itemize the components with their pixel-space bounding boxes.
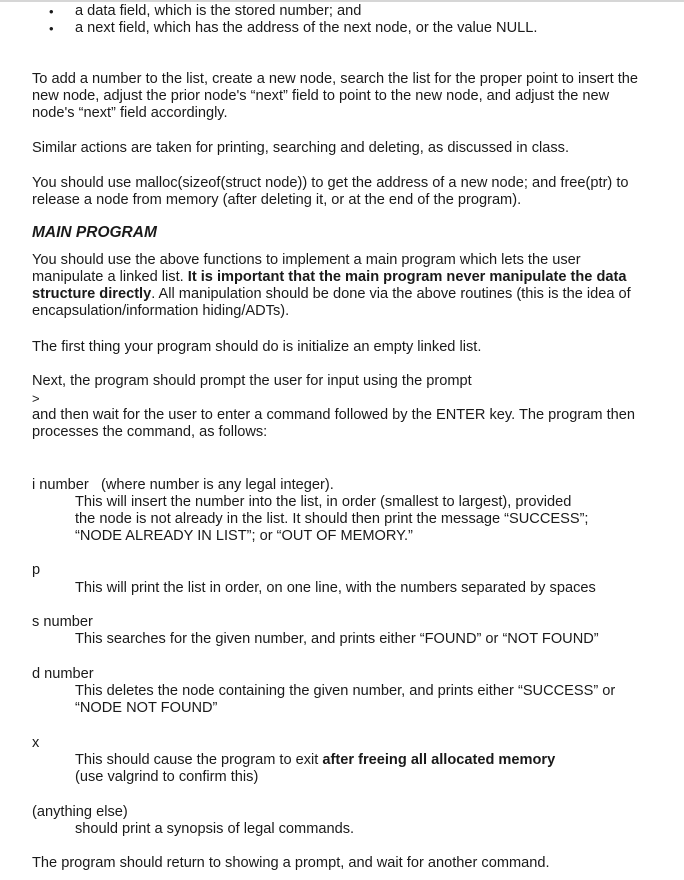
command-s-label: s number bbox=[32, 614, 93, 630]
paragraph-malloc: You should use malloc(sizeof(struct node)) to get the address of a new node; and free(ptr) to release a node from memory (after deleting it, or at the end of the program). bbox=[32, 175, 629, 208]
paragraph-similar-actions: Similar actions are taken for printing, searching and deleting, as discussed in class. bbox=[32, 140, 570, 156]
main-program-heading: MAIN PROGRAM bbox=[32, 224, 157, 241]
command-p-description: This will print the list in order, on one line, with the numbers separated by spaces bbox=[75, 580, 596, 596]
main-para-bold: It is important that the main program never manipulate the data structure directly bbox=[32, 269, 627, 302]
paragraph-return-prompt: The program should return to showing a prompt, and wait for another command. bbox=[32, 855, 550, 871]
command-x-text-2: (use valgrind to confirm this) bbox=[75, 769, 259, 785]
bullet-item-data-field: a data field, which is the stored number; and bbox=[75, 3, 362, 19]
command-i-name: i number bbox=[32, 477, 89, 493]
paragraph-initialize: The first thing your program should do is initialize an empty linked list. bbox=[32, 339, 482, 355]
main-para-text-1: You should use the above functions to implement a main program which lets the user manipulate a linked list. bbox=[32, 252, 581, 285]
paragraph-main-program bbox=[32, 252, 642, 320]
paragraph-prompt: Next, the program should prompt the user for input using the prompt bbox=[32, 373, 472, 389]
main-para-text-2: . All manipulation should be done via the above routines (this is the idea of encapsulation/information hiding/ADTs). bbox=[32, 286, 631, 319]
command-else-label: (anything else) bbox=[32, 804, 128, 820]
command-s-description: This searches for the given number, and prints either “FOUND” or “NOT FOUND” bbox=[75, 631, 599, 647]
paragraph-wait-command: and then wait for the user to enter a command followed by the ENTER key. The program then processes the command, as follows: bbox=[32, 407, 635, 440]
bullet-marker: • bbox=[49, 21, 54, 36]
prompt-symbol: > bbox=[32, 391, 40, 406]
page-top-border bbox=[0, 0, 684, 2]
bullet-item-next-field: a next field, which has the address of the next node, or the value NULL. bbox=[75, 20, 538, 36]
command-x-bold: after freeing all allocated memory bbox=[322, 752, 556, 768]
command-i-note: (where number is any legal integer). bbox=[100, 477, 334, 493]
command-i-description: This will insert the number into the list, in order (smallest to largest), provided the node is not already in the list. It should then print the message “SUCCESS”; “NODE ALREADY IN LIST”; or “OUT OF MEMORY.” bbox=[75, 494, 589, 544]
command-d-description: This deletes the node containing the given number, and prints either “SUCCESS” or “NODE NOT FOUND” bbox=[75, 683, 616, 716]
command-x-text-1: This should cause the program to exit bbox=[75, 752, 319, 768]
bullet-marker: • bbox=[49, 4, 54, 19]
command-x-label: x bbox=[32, 735, 40, 751]
command-x-description bbox=[75, 752, 655, 786]
command-p-label: p bbox=[32, 562, 41, 578]
paragraph-add-number: To add a number to the list, create a new node, search the list for the proper point to insert the new node, adjust the prior node's “next” field to point to the new node, and adjust the new node's “next” field accordingly. bbox=[32, 71, 638, 121]
command-else-description: should print a synopsis of legal commands. bbox=[75, 821, 355, 837]
command-i-label bbox=[32, 477, 642, 494]
command-d-label: d number bbox=[32, 666, 94, 682]
